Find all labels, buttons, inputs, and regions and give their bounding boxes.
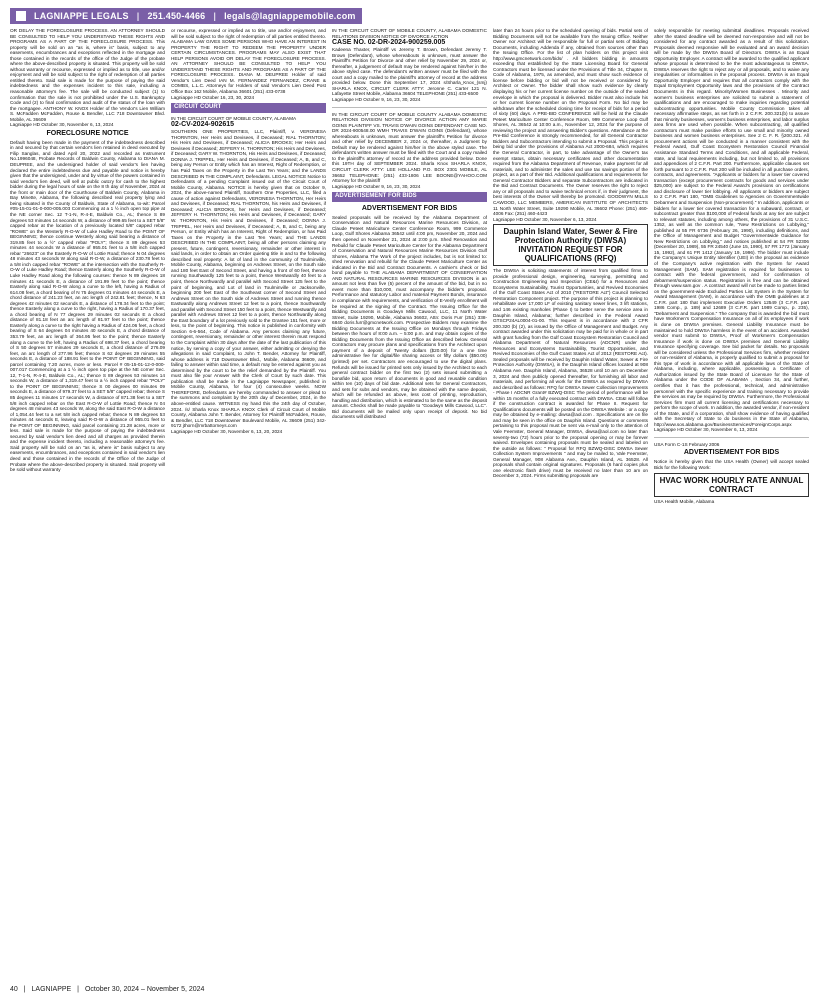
notice-text: SOUTHERN ONE PROPERTIES, LLC, Plaintiff, v. VERONESA THORNTON, Her Heirs and Devisees, if Deceased; RIAL THORNTON; His Heirs and Devisees, if Deceased; ALICIA BROOKS; Her Heirs and Devisees if Deceased; JEFFERY H. THORNTON; His Heirs and Devisees, if Deceased; GARY W. THORNTON, His Heirs and Devisees, if Deceased; DONNA J. TRIPPEL, Her Heirs and Devisees, if Deceased; A, B, and C, being any Person or Entity which has an Interest, Right of Redemption, or has Paid Taxes on the Property in the Last Ten Years; and the LANDS DESCRIBED IN THE COMPLAINT, Defendants. LEGAL NOTICE Notice to Defendants of a pending Complaint issued out of the Circuit Court of Mobile County, Alabama. NOTICE is hereby given that on October 9, 2024, the above-named Plaintiff, Southern One Properties, LLC, filed a cause of action against Defendants, VERONESA THORNTON, Her Heirs and Devisees, if Deceased; RIAL THORNTON, his Heirs and Devisees, if Deceased; ALICIA BROOKS, her Heirs and Devisees, if Deceased; JEFFERY H. THORNTON; His Heirs and Devisees, if Deceased; GARY W. THORNTON, His Heirs and Devisees, if Deceased; DONNA J. TRIPPEL, Her Heirs and Devisees, if Deceased; A, B, and C, being any Person, or Entity which has an Interest, Right of Redemption, or has Paid Taxes on the Property in the Last Ten Years; and THE LANDS DESCRIBED IN THE COMPLAINT, being all other persons claiming any present, future, contingent, reversionary, remainder or other interest in said lands, in order to obtain an Order quieting title in and to the following described real property: A lot of land in the community of Toulminville, Mobile County, Alabama, beginning on Andrews Street, on the South side and 180 feet East of Second Street, and having a front of 60 feet, thence running Southwardly 125 feet to a point, thence Westwardly 40 feet to a point, thence Northwardly and parallel with Second Street 125 feet to the point of beginning, and Lot of land in Toulminville or Jacksonville, beginning 200 feet East of the Southeast corner of Second Street and Andrews Street on the South side of Andrews Street and running thence Eastwardly along Andrews Street 12 feet to a point, thence Southwardly and parallel with Second Street 150 feet to a point, thence Westwardly and parallel with Andrews Street 12 feet to a point, thence Northwardly along the East boundary of a lot previously sold to the Grantee 151 feet, more or less, to the point of beginning. This notice is published in conformity with Section 6-6-564, Code of Alabama. Any persons claiming any future, contingent, reversionary, remainder or other interest therein must respond to the Complaint within 30 days after the date of the last publication of this notice, by serving a copy of your answer, either admitting or denying the allegations in said Complaint, to John T. Bender, Attorney for Plaintiff, whose address is 718 Downtowner Blvd., Mobile, Alabama 36609, and failing to answer within said time, a default may be entered against you as determined by the court to be the relief demanded by the Plaintiff. You must also file your Answer with the Clerk of Court by such date. This publication shall be made in the Lagniappe Newspaper, published in Mobile County, Alabama, for four (4) consecutive weeks. NOW THEREFORE, Defendants are hereby commanded to answer or plead to the summons and complaint by the 20th day of December, 2024, in the above-entitled cause. WITNESS my hand this the 24th day of October, 2024. /s/ Sharla Knox SHARLA KNOX Clerk of Circuit Court of Mobile County, Alabama John T. Bender, Attorney for Plaintiff McFadden, Rouse, & Bendler, LLC 718 Downtowner Boulevard Mobile, AL 36609 (251) 342-9172 jthorn@mrbattorneys.com: [171, 129, 326, 429]
notice-divider: [332, 107, 487, 108]
notice-text: Lagniappe HD October 30, November 6, 13, 2024: [10, 122, 114, 128]
notice-text: Lagniappe HD October 9, 16, 23, 30, 2024: [332, 183, 421, 189]
header-separator: |: [213, 11, 217, 21]
section-banner: ADVERTISEMENT FOR BIDS: [332, 192, 487, 202]
column-5: [654, 28, 809, 976]
header-square-icon: [16, 11, 26, 21]
footer-separator: |: [23, 986, 26, 993]
header-phone: 251.450-4466: [147, 11, 206, 21]
publication-name: LAGNIAPPE: [31, 986, 72, 993]
header-email[interactable]: legals@lagniappemobile.com: [224, 11, 356, 21]
section-banner: CIRCUIT COURT: [171, 103, 326, 113]
notice-text: Lagniappe HD October 16, 23, 30, 2024: [171, 94, 255, 100]
notice-text: solely responsible for meeting submittal deadlines. Proposals received after the stated deadline will be deemed non-responsive and will not be considered for any contract awarded as a result of this solicitation. Proposals deemed responsive will be evaluated and an award decision will be made by the DIWSA Board of Directors. DIWSA is an Equal Opportunity Employer. A contract will be awarded to the qualified applicant whose proposal is determined to be the most advantageous to DIWSA. DIWSA reserves the right to reject any or all proposals, and to waive any irregularities or informalities in the proposal process. DIWSA is an Equal Opportunity Employer and requires that all contractors comply with the Equal Employment Opportunity laws and the provisions of the Contract Documents in this regard. Minority/Women Businesses . Minority and women's business enterprises are solicited to submit a statement of qualifications and are encouraged to make inquiries regarding potential subcontracting opportunities. Mobile County Commission takes all necessary affirmative steps, as set forth in 2 C.F.R. 200.321(b) to assure that minority businesses, women's business enterprises, and labor surplus area firms are used when possible. When subcontracting, all qualified contractors must make positive efforts to use small and minority owned business and women business enterprises. See 2 C. F. R. §200.321. All procurement actions will be conducted in a manner consistent with the Federal Award, Gulf Coast Ecosystem Restoration Council Financial Assistance Standard Terms and Conditions, and all applicable Federal, state, and local requirements including, but not limited to, all provisions and appendices of 2 C.F.R. Part 200. Furthermore, applicable clauses set forth pursuant to 2 C.F.R. Part 200 will be included in all purchase orders, contracts, and agreements. "Applicants or bidders for a lower tier covered transaction (except procurement contracts for goods and services under $25,000) are subject to the Federal Award's provisions on certifications and disclosure of lower tier lobbying. All applicants or bidders are subject to 2 C.F.R. Part 180, "OMB Guidelines to Agencies on Governmentwide Debarment and Suspension (Non-procurement)." In addition, applicants or bidders for a lower tier covered transaction for a subaward, contract, or subcontract greater than $100,000 of Federal funds at any tier are subject to relevant statutes, including among others, the provisions of 31 U.S.C. 1352, as well as the common rule, "New Restrictions on Lobbying," published at 55 FR 6736 (February 26, 1990), including definitions, and the Office of Management and Budget "Governmentwide Guidance for New Restrictions on Lobbying," and notices published at 54 FR 52306 (December 20, 1989), 55 FR 24540 (June 15, 1990), 57 FR 1772 (January 15, 1992), and 61 FR 1412 (January 19, 1996). The bidder must include the Company's Unique Entity Identifier (UEI) in the proposal as evidence of the Company's active registration with the System for Award Management (SAM). SAM registration is required for businesses to contract with the federal government, and for confirmation of debarment/suspension status. Registration is free and can be obtained through www.sam.gov . A contract award will not be made to parties listed on the government-wide Excluded Parties List System in the System for Award Management (SAM), in accordance with the OMB guidelines at 2 C.F.R. part 180 that implement Executive Orders 12549 (3 C.F.R. part 1986 Comp., p. 189) and 12689 (3 C.F.R. part 1989 Comp., p. 235), "Debarment and Suspension." The company that is awarded the bid must have Workmen's Compensation Insurance on all of its employees if work is done on DIWSA premises. General Liability Insurance must be maintained to hold DIWSA harmless in the event of an accident. Awarded vendor must submit to DIWSA, Proof of Workmen's Compensation Insurance if work is done on DIWSA premises and General Liability Insurance specifying coverage. See bid packet for details. No proposals will be considered unless the Professional Services firm, whether resident or non-resident of Alabama, is properly qualified to submit a proposal for this type of work in accordance with all applicable laws of the State of Alabama, including, where applicable, possessing a Certificate of Authorization issued by the State Board of Licensure for the State of Alabama under the CODE OF ALABAMA , Section 34, and further, certifies that it has the professional, technical, and administrative personnel with the specific experience and training necessary to provide the services as may be required by DIWSA. Furthermore, the Professional Services firm must all current licensing and certifications necessary to perform the scope of work. In addition, the awarded vendor, if non-resident of the State, and if a corporation, shall show evidence of having qualified with the Secretary of State to do business in the State of Alabama, http://www.sos.alabama.gov/BusinessServices/ForeignCorps.aspx: [654, 28, 809, 427]
notice-text: IN THE CIRCUIT COURT OF MOBILE COUNTY, ALABAMA: [171, 115, 297, 121]
notice-text: Sealed proposals will be received by the Alabama Department of Conservation and Natural Resources Marine Resources Division, at Claude Peteet Mariculture Center Conference Room, 999 Commerce Loop, Gulf Shores Alabama 36542 until 4:00 pm, November 20, 2024 and then opened on November 21, 2024 at 2:00 p.m. Shed Renovation and Rebuild for Claude Peteet Mariculture Center for the Alabama Department of Conservation and Natural Resources Marine Resources Division Gulf Shores, Alabama The Work of the project includes, but is not limited to: shed renovation and rebuild for the Claude Peteet Mariculture Center as indicated in the Bid and Contract Documents. A cashier's check or bid bond payable to THE ALABAMA DEPARTMENT OF CONSERVATION AND NATURAL RESOURCES MARINE RESOURCES DIVISION in an amount not less than five (5) percent of the amount of the bid, but in no event more than $10,000, must accompany the bidder's proposal. Performance and statutory Labor and material Payment Bonds, insurance in compliance with requirements, and verification of E-Verify enrollment will be required at the signing of the Contract. The Issuing Office for the Bidding Documents is Goodwyn Mills Cawood, LLC, 11 North Water Street, Suite 19290, Mobile, Alabama 36602, Attn: Doris Furr (251) 338-6840 doris.furr@gmcnetwork.com. Prospective Bidders may examine the Bidding Documents at the Issuing Office on Mondays through Fridays between the hours of 8:00 a.m. – 5:00 p.m. and may obtain copies of the Bidding Documents from the Issuing Office as described below. General Contractors may procure plans and specifications from the Architect upon payment of a deposit of Twenty dollars ($20.00) for a one time administrative fee for digital/file sharing access or fifty dollars ($50.00) (printed) per set. Contractors are encouraged to use the digital plans. Refunds will be issued for printed sets only issued by the Architect to each general contract bidder on the first two (2) sets issued submitting a bonafide bid, upon return of documents in good and reusable condition within ten (10) days of bid date. Additional sets for General Contractors, and sets for subs and vendors, may be obtained with the same deposit, which will be refunded as above, less cost of printing, reproduction, handling and distribution, which is estimated to be the same as the deposit amount. Checks shall be made payable to "Goodwyn Mills Cawood, LLC". Bid documents will be mailed only upon receipt of deposit. No bid documents will distributed: [332, 214, 487, 420]
notice-text: USA Form C-1S February 2006: [654, 441, 720, 447]
column-4: [493, 28, 648, 976]
notice-heading-boxed: HVAC WORK HOURLY RATE ANNUAL CONTRACT: [654, 473, 809, 497]
column-3: [332, 28, 487, 976]
notice-text: Default having been made in the payment of the indebtedness described in and secured by that certain vendor's lien retained in deed executed by Filip Sanglas, and dated April 20, 2022 and recorded as Instrument No.1996048, Probate Records of Baldwin County, Alabama to DIANA M. DEUPREE, and the undersigned holder of said vendor's lien having declared the entire indebtedness due and payable and notice is hereby given that the undersigned, under and by virtue of the powers contained in said vendor's lien deed, will sell at public outcry for cash to the highest bidder during the legal hours of sale on the 8 th day of November, 2024 at the front or main door of the Courthouse of Baldwin County, Alabama in Bay Minette, Alabama, the following described real property lying and being situated in the County of Baldwin, State of Alabama, to-wit: Parcel #05-15-01-01-0-000-005.003 Commencing at a 1 ½ inch open top pipe at the NE corner Sec. 12 T-1-N, R-4-E, Baldwin Co., AL; thence S 89 degrees 53 minutes 14 seconds W, a distance of 999.65 feet to a SET 5/8" capped rebar at the location of a previously located 5/8" capped rebar "ROWE" on the Westerly R-O-W of Luke Hadley Road to the POINT OF BEGINNING; thence continue Westerly along said bearing a distance of 319.85 feet to a ½" capped rebar "POLY"; thence S 89 degrees 53 minutes 44 seconds W a distance of 955.01 feet to a 5/8 inch capped rebar "26623" on the Easterly R-O-W of Lottie Road; thence N 04 degrees 48 minutes 43 seconds W along said R-O-W, a distance of 230.78 feet to a 5/8 inch capped rebar "ROWE" at the intersection with the Southerly R-O-W of Luke Hadley Road; thence Easterly along the Southerly R-O-W of Luke Hadley Road along the following courses: thence N 89 degrees 18 minutes 41 seconds E, a distance of 191.99 feet to the point; thence Easterly along said R-O-W along a curve to the left, having a Radius of 614.08 feet, a chord bearing of N 75 degrees 01 minutes 44 seconds E, a chord distance of 241.23 feet, an arc length of 242.81 feet; thence, N 63 degrees 42 minutes 02 seconds E, a distance of 178.34 feet to the point; thence Easterly along a curve to the right, having a Radius of 170.37 feet, a chord bearing of N 77 degrees 29 minutes 02 seconds E a chord distance of 81.18 feet an arc length of 81.97 feet to the point; thence Easterly along a curve to the right having a Radius of 424.06 feet, a chord bearing of S 64 degrees 04 minutes 40 seconds E, a chord distance of 353.79 feet, an arc length of 364.95 feet to the point; thence Easterly along a curve to the left, having a Radius of 698.37 feet, a chord bearing of S 50 degrees 57 minutes 29 seconds E, a chord distance of 276.09 feet, an arc length of 277.96 feet; thence S 62 degrees 29 minutes 55 seconds E, a distance of 188.91 feet to the POINT OF BEGINNING, said parcel containing 7.20 acres, more or less. Parcel # 05-15-01-12-0-000-007.017 Commencing at a 1 ½ inch open top pipe at the NE corner Sec. 12, T-1-N, R-4-E, Baldwin Co., AL; thence S 89 degrees 53 minutes 14 seconds W, a distance of 1,319.47 feet to a ½ inch capped rebar "POLY" to the POINT OF BEGINNING; thence S 00 degrees 00 minutes 09 seconds E, a distance of 979.37 feet to a SET 5/8" capped rebar; thence S 85 degrees 11 minutes 17 seconds W, a distance of 871.38 feet to a SET 5/8 inch capped rebar on the East R-O-W of Lottie Road; thence N 04 degrees 48 minutes 43 seconds W, along the said East R-O-W a distance of 1,054.44 feet to a set 5/8 inch capped rebar; thence N 89 degrees 53 minutes 44 seconds E, leaving said R-O-W a distance of 955.01 feet to the POINT OF BEGINNING, said parcel containing 21.28 acres, more or less. Said sale is made for the purpose of paying the indebtedness secured by said vendor's lien deed and all charges as provided therein and the expense incident thereto, including a reasonable attorney's fee. Said property will be sold on an "as is, where is" basis subject to any easements, encumbrances, and exceptions contained in said vendor's lien deed and those contained in the records of the Office of the Judge of Probate where the above-described property is situated. Said property will be sold without warranty: [10, 139, 165, 473]
notice-text: Lagniappe HD October 30, November 6, 13, 2024: [493, 216, 597, 222]
notice-text: Notice is hereby given that the USA Health (Owner) will accept sealed Bids for the following Work:: [654, 459, 809, 471]
page-footer: [10, 986, 809, 993]
notice-heading: ADVERTISEMENT FOR BIDS: [361, 204, 458, 212]
notice-heading-boxed: Dauphin Island Water, Sewer & Fire Protection Authority (DIWSA) INVITATION REQUEST FOR QUALIFICATIONS (RFQ): [493, 224, 648, 266]
legals-columns: [10, 28, 809, 976]
page-header: [10, 8, 809, 24]
notice-text: Lagniappe HD October 9, 16, 23, 30, 2024: [332, 97, 421, 103]
notice-text: Lagniappe HD October 30, November 6, 13, 20, 2024: [171, 428, 283, 434]
header-bar: [10, 8, 362, 24]
notice-heading: ADVERTISEMENT FOR BIDS: [683, 449, 780, 457]
notice-heading: FORECLOSURE NOTICE: [46, 129, 129, 137]
header-title: LAGNIAPPE LEGALS: [34, 11, 129, 21]
case-number: CASE NO. 02-DR-2024-900259.005: [332, 39, 446, 47]
page-number: 40: [10, 986, 18, 993]
column-2: [171, 28, 326, 976]
notice-text: later than 24 hours prior to the scheduled opening of bids. Partial sets of Bidding Documents will not be available from the Issuing Office. Neither Owner nor Architect will be responsible for full or partial sets of Bidding Documents, including Addenda if any, obtained from sources other than the Issuing Office. For the list of plan holders on this project visit http://www.gmcnetwork.com/bids/ . All bidders bidding in amounts exceeding that established by the State Licensing Board for General Contractors must be licensed under the Provisions of Title 34, Chapter 8, Code of Alabama, 1975, as amended, and must show such evidence of license before bidding or bid will not be received or considered by Architect or Owner. The bidder shall show such evidence by clearly displaying his or her current license number on the outside of the sealed envelope in which the proposal is delivered. Bidder must also include his or her current license number on the Proposal Form. No bid may be withdrawn after the scheduled closing time for receipt of bids for a period of sixty (60) days. A PRE-BID CONFERENCE will be held at the Claude Peteet Mariculture Center Conference Room, 999 Commerce Loop Gulf Shores, AL 36542 at 10:00 a.m., November 12, 2024 for the purpose of reviewing the project and answering Bidder's questions. Attendance at the Pre-Bid Conference is strongly recommended, for all General Contractor Bidders and Subcontractors intending to submit a Proposal. This project is being bid under the provisions of Alabama Act 2000-684, which requires the General Contractor, in part, to take advantage of the Owner's tax exempt status, obtain necessary certificates and other documentation required from the Alabama Department of Revenue, make payment for all materials, and to administer the sales and use tax savings portion of the project, as a part of their Bid. Additional qualifications and requirements for General Contractor Bidders and separate Subcontractors are indicated in the Bid and Contract Documents. The Owner reserves the right to reject any or all proposals and to waive technical errors if, in their judgment, the best interests of the Owner will thereby be promoted. GOODWYN MILLS CAWOOD, LLC MEMBERS, AMERICAN INSTITUTE OF ARCHITECTS 11 North Water Street, Suite 19290 Mobile, AL 36602 Phone: (251) 460-4006 Fax: (251) 460-4423: [493, 28, 648, 217]
notice-text: OR DELAY THE FORECLOSURE PROCESS. AN ATTORNEY SHOULD BE CONSULTED TO HELP YOU UNDERSTAND THESE RIGHTS AND PROGRAMS AS A PART OF THE FORECLOSURE PROCESS. This property will be sold on an "as is, where is" basis, subject to any easements, encumbrances and exceptions reflected in the mortgage and those contained in the records of the office of the Judge of the probate where the above-described property is situated. This property will be sold without warranty or recourse, expressed or implied as to title, use and/or enjoyment and will be sold subject to the right of redemption of all parties entitled thereto. Said sale is made for the purpose of paying the said indebtedness and the expenses incident to this sale, including a reasonable attorney's fee. The sale will be conducted subject (1) to confirmation that the sale is not prohibited under the U.S. Bankruptcy Code and (2) to final confirmation and audit of the status of the loan with the mortgagee. ANTHONY W. KNOX Holder of the Vendor's Lien William S. McFadden McFadden, Rouse & Bendler, LLC 718 Downtowner Blvd. Mobile, AL 36609: [10, 28, 165, 122]
notice-text: Kadeena Thaxter, Plaintiff vs Jeremy T. Brown, Defendant Jeremy T. Brown (Defendant), whose whereabouts is unknown, must answer the Plaintiff's Petition for Divorce and other relief by November 29, 2024 or, thereafter, a judgement of default may be rendered against him/her in the above styled case. The defendant's written answer must be filed with the court and a copy mailed to the plaintiff's attorney of record at the address provided below. Done this September 17, 2024 s/Sharla_Knox_(smj) SHARLA KNOX, CIRCUIT CLERK ATTY: Jeronne C. Carter 121 N. Lafayette Street Mobile, Alabama 36604 TELEPHONE (251) 433-6500: [332, 47, 487, 97]
notice-text: USA Health Mobile, Alabama: [654, 498, 715, 504]
header-separator: |: [136, 11, 140, 21]
issue-dates: October 30, 2024 – November 5, 2024: [84, 986, 205, 993]
footer-separator: |: [77, 986, 79, 993]
notice-text: IN THE CIRCUIT COURT OF MOBILE COUNTY, ALABAMA DOMESTIC RELATIONS DIVISION NOTICE OF DIVORCE ACTION: [332, 28, 487, 39]
notice-text: The DIWSA is soliciting statements of interest from qualified firms to provide professional design, engineering, surveying, permitting and Construction Engineering and Inspection (CE&I) for a Resources and Ecosystems Sustainability, Tourist Opportunities, and Revived Economies of the Gulf Coast States Act of 2010 ("RESTORE Act") Council Selected Restoration Component project. The purpose of this project is planning to rehabilitate over 17,000 LF of existing sanitary sewer lines, 3 lift stations, and 146 existing manholes (Phase I) to better serve the service area in Dauphin Island, Alabama; further described in the Federal Award GTSCP24AL0004-01-00. This request is in accordance with 2 CFR 200.320 (b) (2), as issued by the Office of Management and Budget. Any contract awarded under this solicitation may be paid for in whole or in part with grant funding from the Gulf Coast Ecosystem Restoration Council and Alabama Department of Natural Resources (ADCNR) under the Resources and Ecosystems Sustainability, Tourist Opportunities, and Revived Economies of the Gulf Coast States Act of 2012 (RESTORE Act). Sealed proposals will be received by Dauphin Island Water, Sewer & Fire Protection Authority (DIWSA), in the Dauphin Island offices located at 908 Alabama Ave. Dauphin Island, Alabama, 36528 until 10 am on December 3, 2024 and then publicly opened thereafter, for furnishing all labor and materials, and performing all work for the DIWSA as required by DIWSA and described as follows: RFQ for DIWSA Sewer Collection Improvements - Phase I ADCNR Grant# BZWQ-DISC The period of performance will be within 15 months of a fully executed contract with DIWSA. CE&I will follow if the construction contract is awarded for Phase II. Request for Qualifications documents will be posted on the DIWSA Website : or a copy may be obtained by e-mailing: diwsa@aol.com . Specifications are on file and may be seen in the office on Dauphin Island. Questions or comments pertaining to this proposal must be sent via e-mail only to the attention of Vale Feemster, General Manager, DIWSA, diwsa@aol.com no later than seventy-two (72) hours prior to the proposal opening or may be forever waived. Envelopes containing proposals must be sealed and labeled on the outside as follows: " Proposal for RFQ BZWQ-DISC DIWSA Sewer Collection System Improvements " and may be mailed to, Vale Feemster, General Manager, 908 Alabama Ave., Dauphin Island, AL 36528. All proposals shall contain original signatures. Proposals (6 hard copies plus one electronic flash drive) must be received no later than 10 am on December 3, 2024. Firms submitting proposals are: [493, 268, 648, 479]
case-number: 02-CV-2024-902615: [171, 121, 235, 129]
notice-text: or recourse, expressed or implied as to title, use and/or enjoyment, and will be sold subject to the right of redemption of all parties entitled thereto. ALABAMA LAW GIVES SOME PERSONS WHO HAVE AN INTEREST IN PROPERTY THE RIGHT TO REDEEM THE PROPERTY UNDER CERTAIN CIRCUMSTANCES. PROGRAMS MAY ALSO EXIST THAT HELP PERSONS AVOID OR DELAY THE FORECLOSURE PROCESS. AN ATTORNEY SHOULD BE CONSULTED TO HELP YOU UNDERSTAND THESE RIGHTS AND PROGRAMS AS A PART OF THE FORECLOSURE PROCESS. DIANA M. DEUPREE Holder of said Vendor's Lien Deed IAN M. FERNANDEZ FERNANDEZ, CRANE & COMBS, L.L.C. Attorneys for Holders of said Vendor's Lien Deed Post Office Box 162 Mobile, Alabama 36601 (251) 433-0738: [171, 28, 326, 95]
notice-text: IN THE CIRCUIT COURT OF MOBILE COUNTY ALABAMA DOMESTIC RELATIONS DIVISION NOTICE OF DIVORCE ACTION AMY MARIE GOINS PLAINTIFF VS. TRAVIS D'WAIN GOINS DEFENDANT CASE NO. DR 2024-900548.00 WMH TRAVIS D'WAIN GOINS (Defendant), whose whereabouts is unknown, must answer the plaintiff's Petition for divorce and other relief by DECEMBER 2, 2024 or, thereafter, a Judgment by Default may be rendered against him/her in the above styled case. The defendant's written answer must be filed with the Court and a copy mailed to the plaintiff's attorney of record at the address provided below. Done this 19TH day of SEPTEMBER 2024. Sharla Knox SHARLA KNOX, CIRCUIT CLERK ATTY: LEE HOLLAND P.O. BOX 2301 MOBILE, AL 36652 TELEPHONE: (251) 433-1806 LEE BOONE@YAHOO.COM Attorney for the plaintiff: [332, 111, 487, 184]
notice-text: Lagniappe HD October 30, November 6, 13, 2024: [654, 427, 758, 433]
notice-divider: [654, 437, 809, 438]
column-1: [10, 28, 165, 976]
